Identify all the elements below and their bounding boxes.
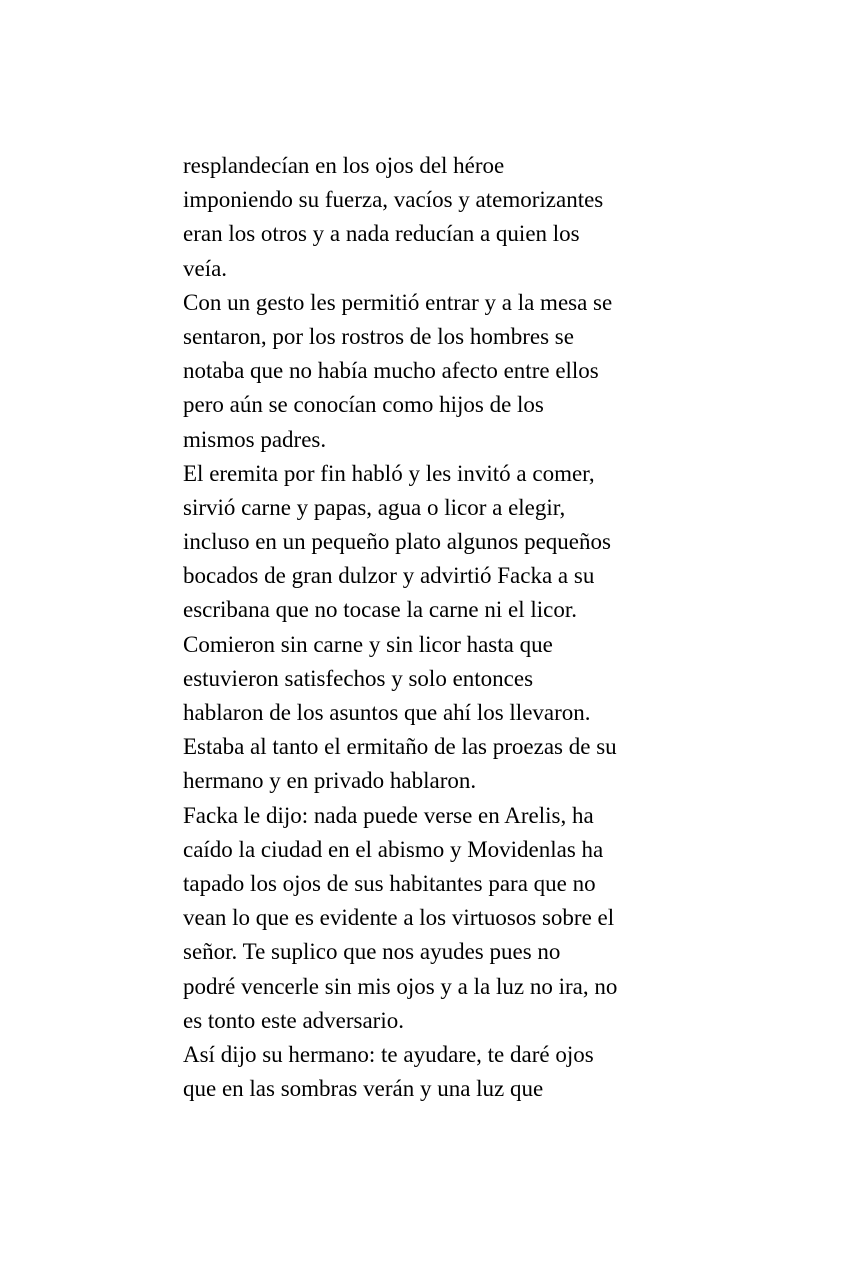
body-text	[183, 149, 703, 1106]
text-line: resplandecían en los ojos del héroe	[183, 153, 505, 178]
text-line: tapado los ojos de sus habitantes para que no	[183, 870, 596, 896]
text-line: podré vencerle sin mis ojos y a la luz no ira, no	[183, 973, 618, 999]
text-line: que en las sombras verán y una luz que	[183, 1076, 544, 1102]
text-line: bocados de gran dulzor y advirtió Facka a su	[183, 563, 595, 589]
text-line: hablaron de los asuntos que ahí los llevaron.	[183, 700, 591, 725]
text-line: imponiendo su fuerza, vacíos y atemorizantes	[183, 187, 604, 213]
text-line: es tonto este adversario.	[183, 1007, 404, 1033]
text-line: sirvió carne y papas, agua o licor a elegir,	[183, 494, 566, 520]
text-line: escribana que no tocase la carne ni el licor.	[183, 597, 578, 623]
text-line: eran los otros y a nada reducían a quien los	[183, 221, 580, 247]
text-line: caído la ciudad en el abismo y Movidenlas ha	[183, 836, 604, 862]
text-line: Estaba al tanto el ermitaño de las proezas de su	[183, 734, 617, 760]
text-line: estuvieron satisfechos y solo entonces	[183, 665, 534, 691]
text-line: mismos padres.	[183, 426, 327, 452]
text-line: vean lo que es evidente a los virtuosos sobre el	[183, 905, 615, 931]
text-line: Así dijo su hermano: te ayudare, te daré ojos	[183, 1041, 594, 1067]
text-line: Facka le dijo: nada puede verse en Arelis, ha	[183, 802, 594, 828]
text-line: notaba que no había mucho afecto entre ellos	[183, 358, 599, 384]
text-line: Con un gesto les permitió entrar y a la mesa se	[183, 289, 613, 315]
text-line: hermano y en privado hablaron.	[183, 768, 477, 794]
text-line: incluso en un pequeño plato algunos pequeños	[183, 529, 611, 555]
text-line: señor. Te suplico que nos ayudes pues no	[183, 939, 561, 965]
text-line: veía.	[183, 255, 228, 281]
text-line: pero aún se conocían como hijos de los	[183, 392, 544, 418]
text-line: El eremita por fin habló y les invitó a comer,	[183, 460, 595, 486]
text-line: sentaron, por los rostros de los hombres se	[183, 323, 574, 349]
text-line: Comieron sin carne y sin licor hasta que	[183, 631, 553, 657]
